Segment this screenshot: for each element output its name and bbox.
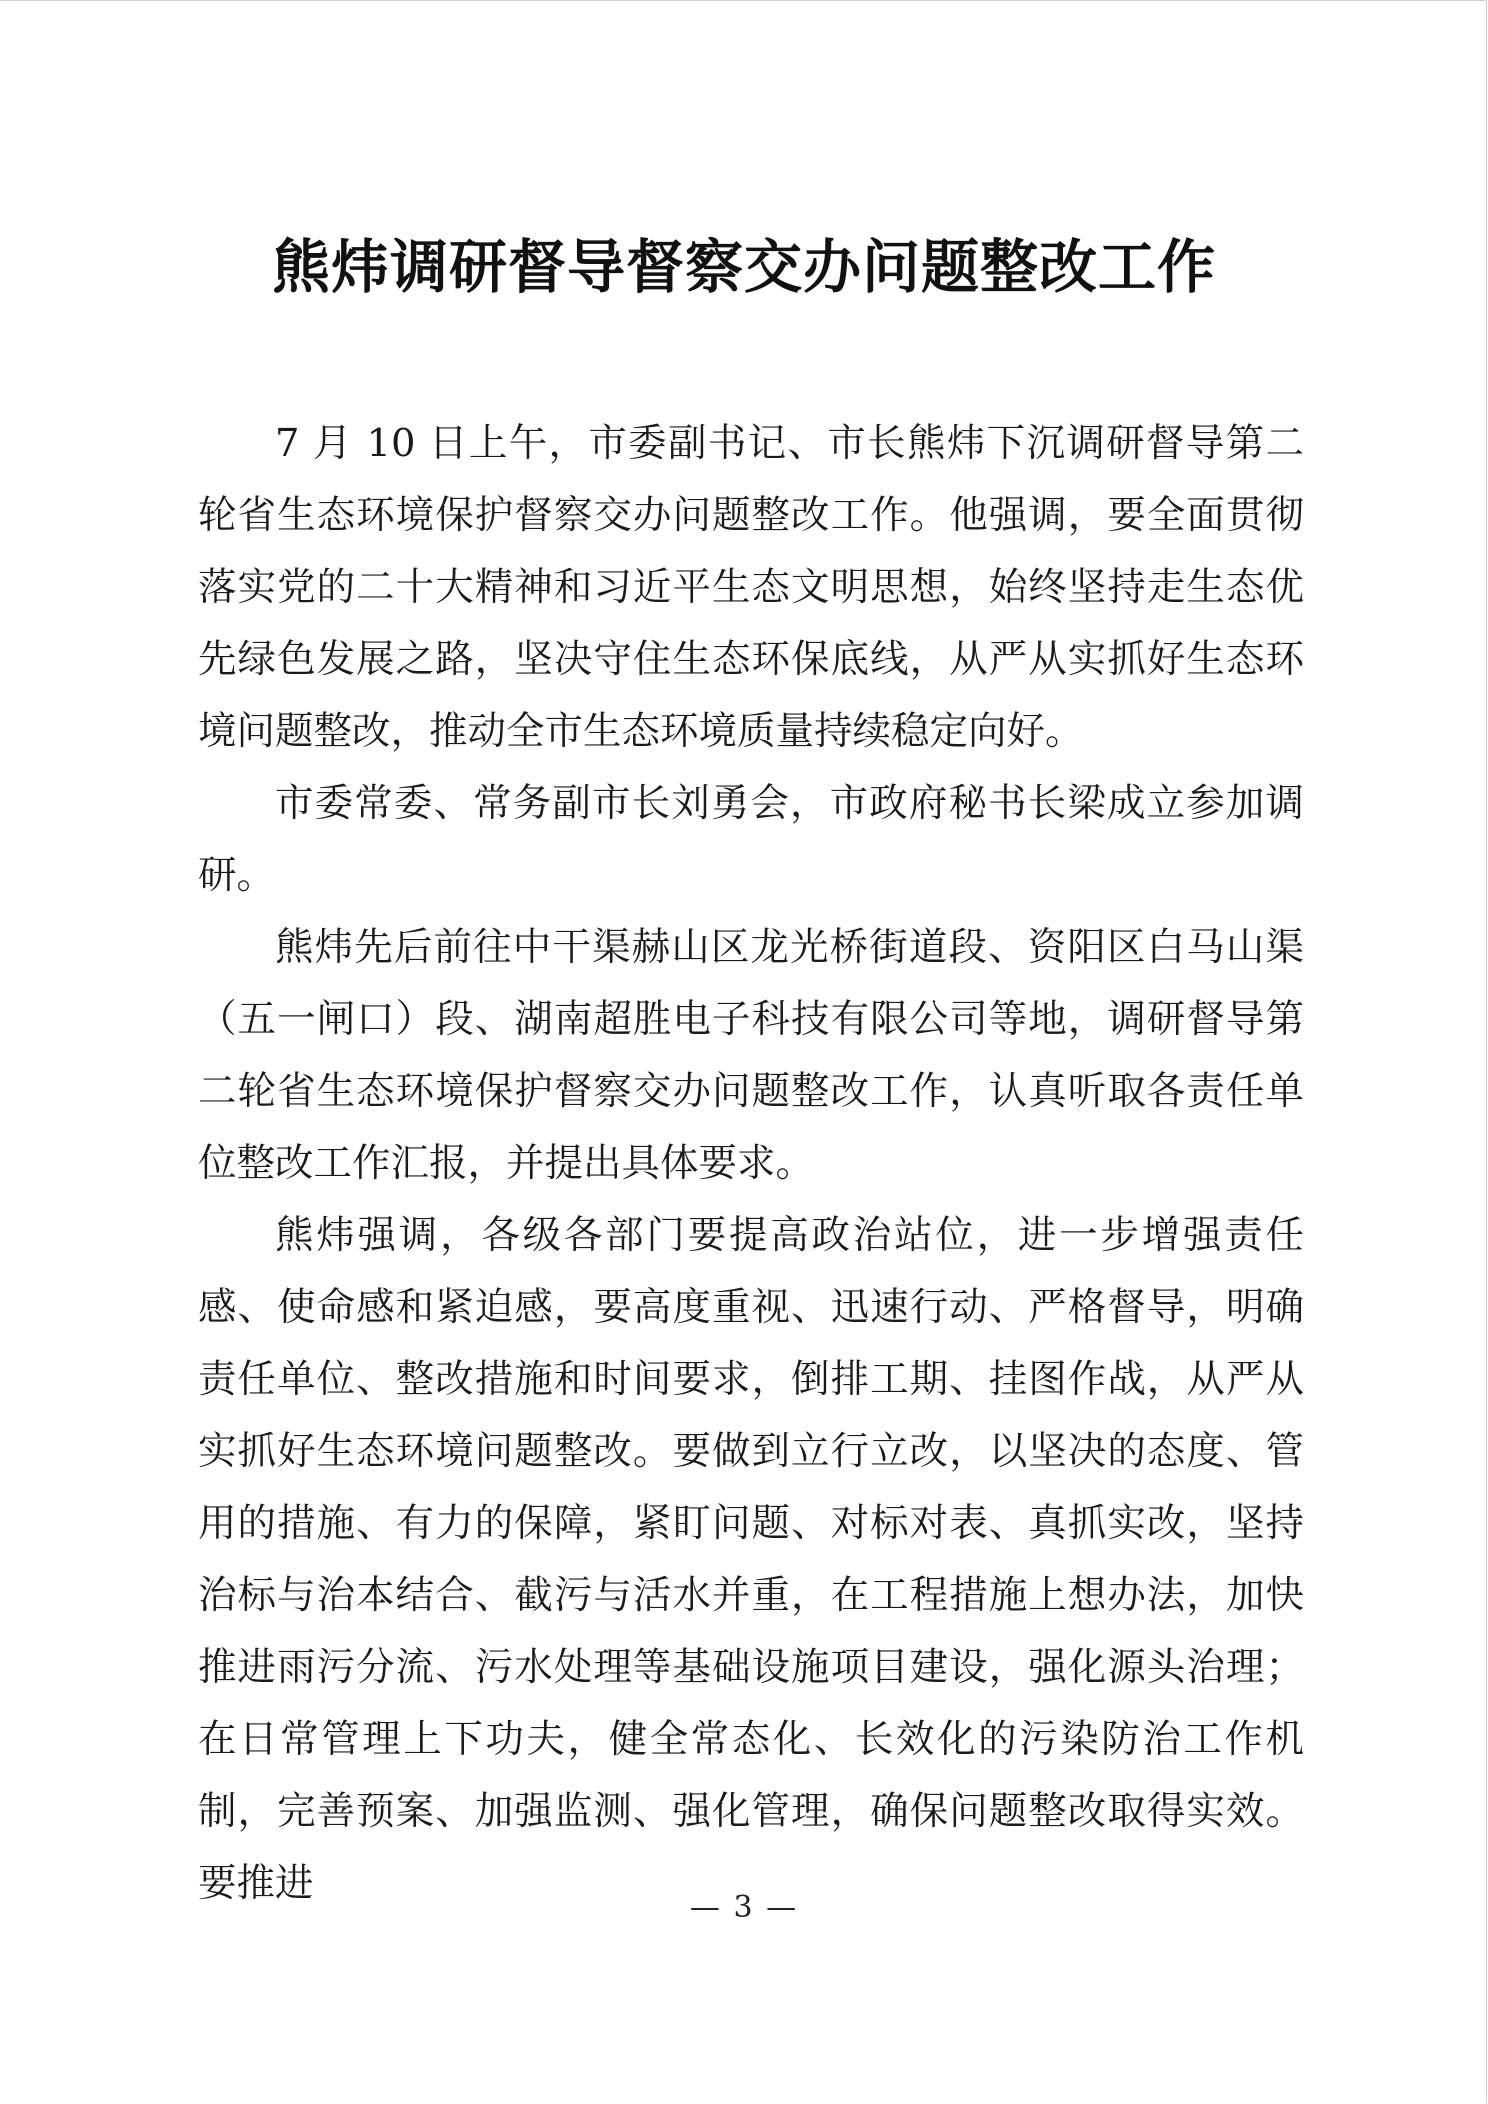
paragraph-2: 市委常委、常务副市长刘勇会，市政府秘书长梁成立参加调研。 [198,781,1304,898]
paragraph-3: 熊炜先后前往中干渠赫山区龙光桥街道段、资阳区白马山渠（五一闸口）段、湖南超胜电子科技有限公司等地，调研督导第二轮省生态环境保护督察交办问题整改工作，认真听取各责任单位整改工作汇报，并提出具体要求。 [198,925,1304,1186]
document-body [198,408,1304,1920]
paragraph-4: 熊炜强调，各级各部门要提高政治站位，进一步增强责任感、使命感和紧迫感，要高度重视、迅速行动、严格督导，明确责任单位、整改措施和时间要求，倒排工期、挂图作战，从严从实抓好生态环境问题整改。要做到立行立改，以坚决的态度、管用的措施、有力的保障，紧盯问题、对标对表、真抓实改，坚持治标与治本结合、截污与活水并重，在工程措施上想办法，加快推进雨污分流、污水处理等基础设施项目建设，强化源头治理；在日常管理上下功夫，健全常态化、长效化的污染防治工作机制，完善预案、加强监测、强化管理，确保问题整改取得实效。要推进 [198,1213,1304,1906]
page-number: — 3 — [689,1890,799,1925]
document-title: 熊炜调研督导督察交办问题整改工作 [271,233,1216,301]
paragraph-1: 7 月 10 日上午，市委副书记、市长熊炜下沉调研督导第二轮省生态环境保护督察交办问题整改工作。他强调，要全面贯彻落实党的二十大精神和习近平生态文明思想，始终坚持走生态优先绿色发展之路，坚决守住生态环保底线，从严从实抓好生态环境问题整改，推动全市生态环境质量持续稳定向好。 [198,421,1304,754]
